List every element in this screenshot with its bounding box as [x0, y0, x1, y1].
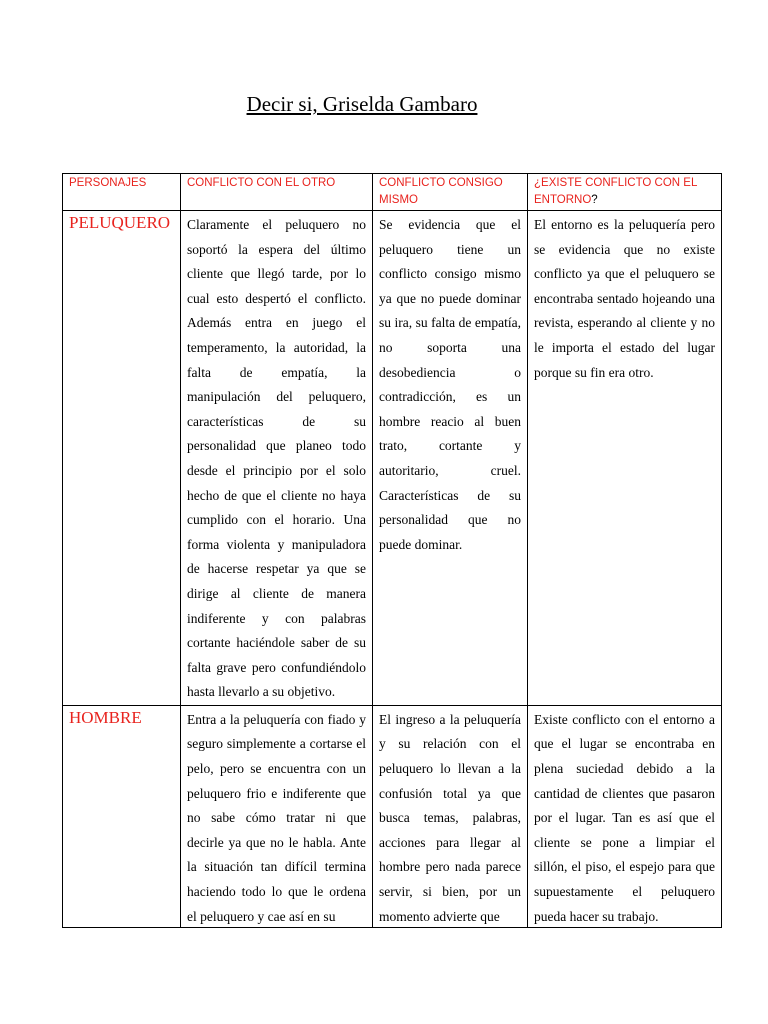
- hombre-entorno: Existe conflicto con el entorno a que el lugar se encontraba en plena suciedad debido a la cantidad de clientes que pasaron por el lugar. Tan es así que el cliente se pone a limpiar el sillón, el piso, el espejo para que supuestamente el peluquero pueda hacer su trabajo.: [534, 711, 715, 924]
- hombre-conflicto-mismo: El ingreso a la peluquería y su relación con el peluquero lo llevan a la confusión total ya que busca temas, palabras, acciones para llegar al hombre pero nada parece servir, si bien, por un momento advierte que: [379, 711, 521, 924]
- role-peluquero: PELUQUERO: [63, 211, 181, 706]
- characters-table: [62, 173, 722, 928]
- table-row-peluquero: [63, 211, 722, 706]
- header-entorno-label: ¿EXISTE CONFLICTO CON EL ENTORNO: [534, 177, 697, 206]
- hombre-conflicto-mismo-cell: [373, 705, 528, 927]
- peluquero-entorno: El entorno es la peluquería pero se evidencia que no existe conflicto ya que el peluquero se encontraba sentado hojeando una revista, esperando al cliente y no le importa el estado del lugar porque su fin era otro.: [528, 211, 722, 706]
- hombre-conflicto-otro-cell: [181, 705, 373, 927]
- document-title: Decir si, Griselda Gambaro: [246, 92, 478, 116]
- role-hombre: HOMBRE: [63, 705, 181, 927]
- table-header-row: [63, 174, 722, 211]
- header-entorno: [528, 174, 722, 211]
- header-entorno-question-mark: ?: [591, 194, 598, 206]
- header-personajes: PERSONAJES: [63, 174, 181, 211]
- table-row-hombre: [63, 705, 722, 927]
- hombre-conflicto-otro: Entra a la peluquería con fiado y seguro simplemente a cortarse el pelo, pero se encuentra con un peluquero frio e indiferente que no sabe cómo tratar ni que decirle ya que no le habla. Ante la situación tan difícil termina haciendo todo lo que le ordena el peluquero y cae así en su: [187, 711, 366, 924]
- peluquero-conflicto-mismo: Se evidencia que el peluquero tiene un conflicto consigo mismo ya que no puede dominar su ira, su falta de empatía, no soporta una desobediencia o contradicción, es un hombre reacio al buen trato, cortante y autoritario, cruel. Características de su personalidad que no puede dominar.: [373, 211, 528, 706]
- peluquero-conflicto-otro: Claramente el peluquero no soportó la espera del último cliente que llegó tarde, por lo cual esto despertó el conflicto. Además entra en juego el temperamento, la autoridad, la falta de empatía, la manipulación del peluquero, características de su personalidad que planeo todo desde el principio por el solo hecho de que el cliente no haya cumplido con el horario. Una forma violenta y manipuladora de hacerse respetar ya que se dirige al cliente de manera indiferente y con palabras cortante haciéndole saber de su falta grave pero confundiéndolo hasta llevarlo a su objetivo.: [181, 211, 373, 706]
- hombre-entorno-cell: [528, 705, 722, 927]
- header-conflicto-mismo: CONFLICTO CONSIGO MISMO: [373, 174, 528, 211]
- header-conflicto-otro: CONFLICTO CON EL OTRO: [181, 174, 373, 211]
